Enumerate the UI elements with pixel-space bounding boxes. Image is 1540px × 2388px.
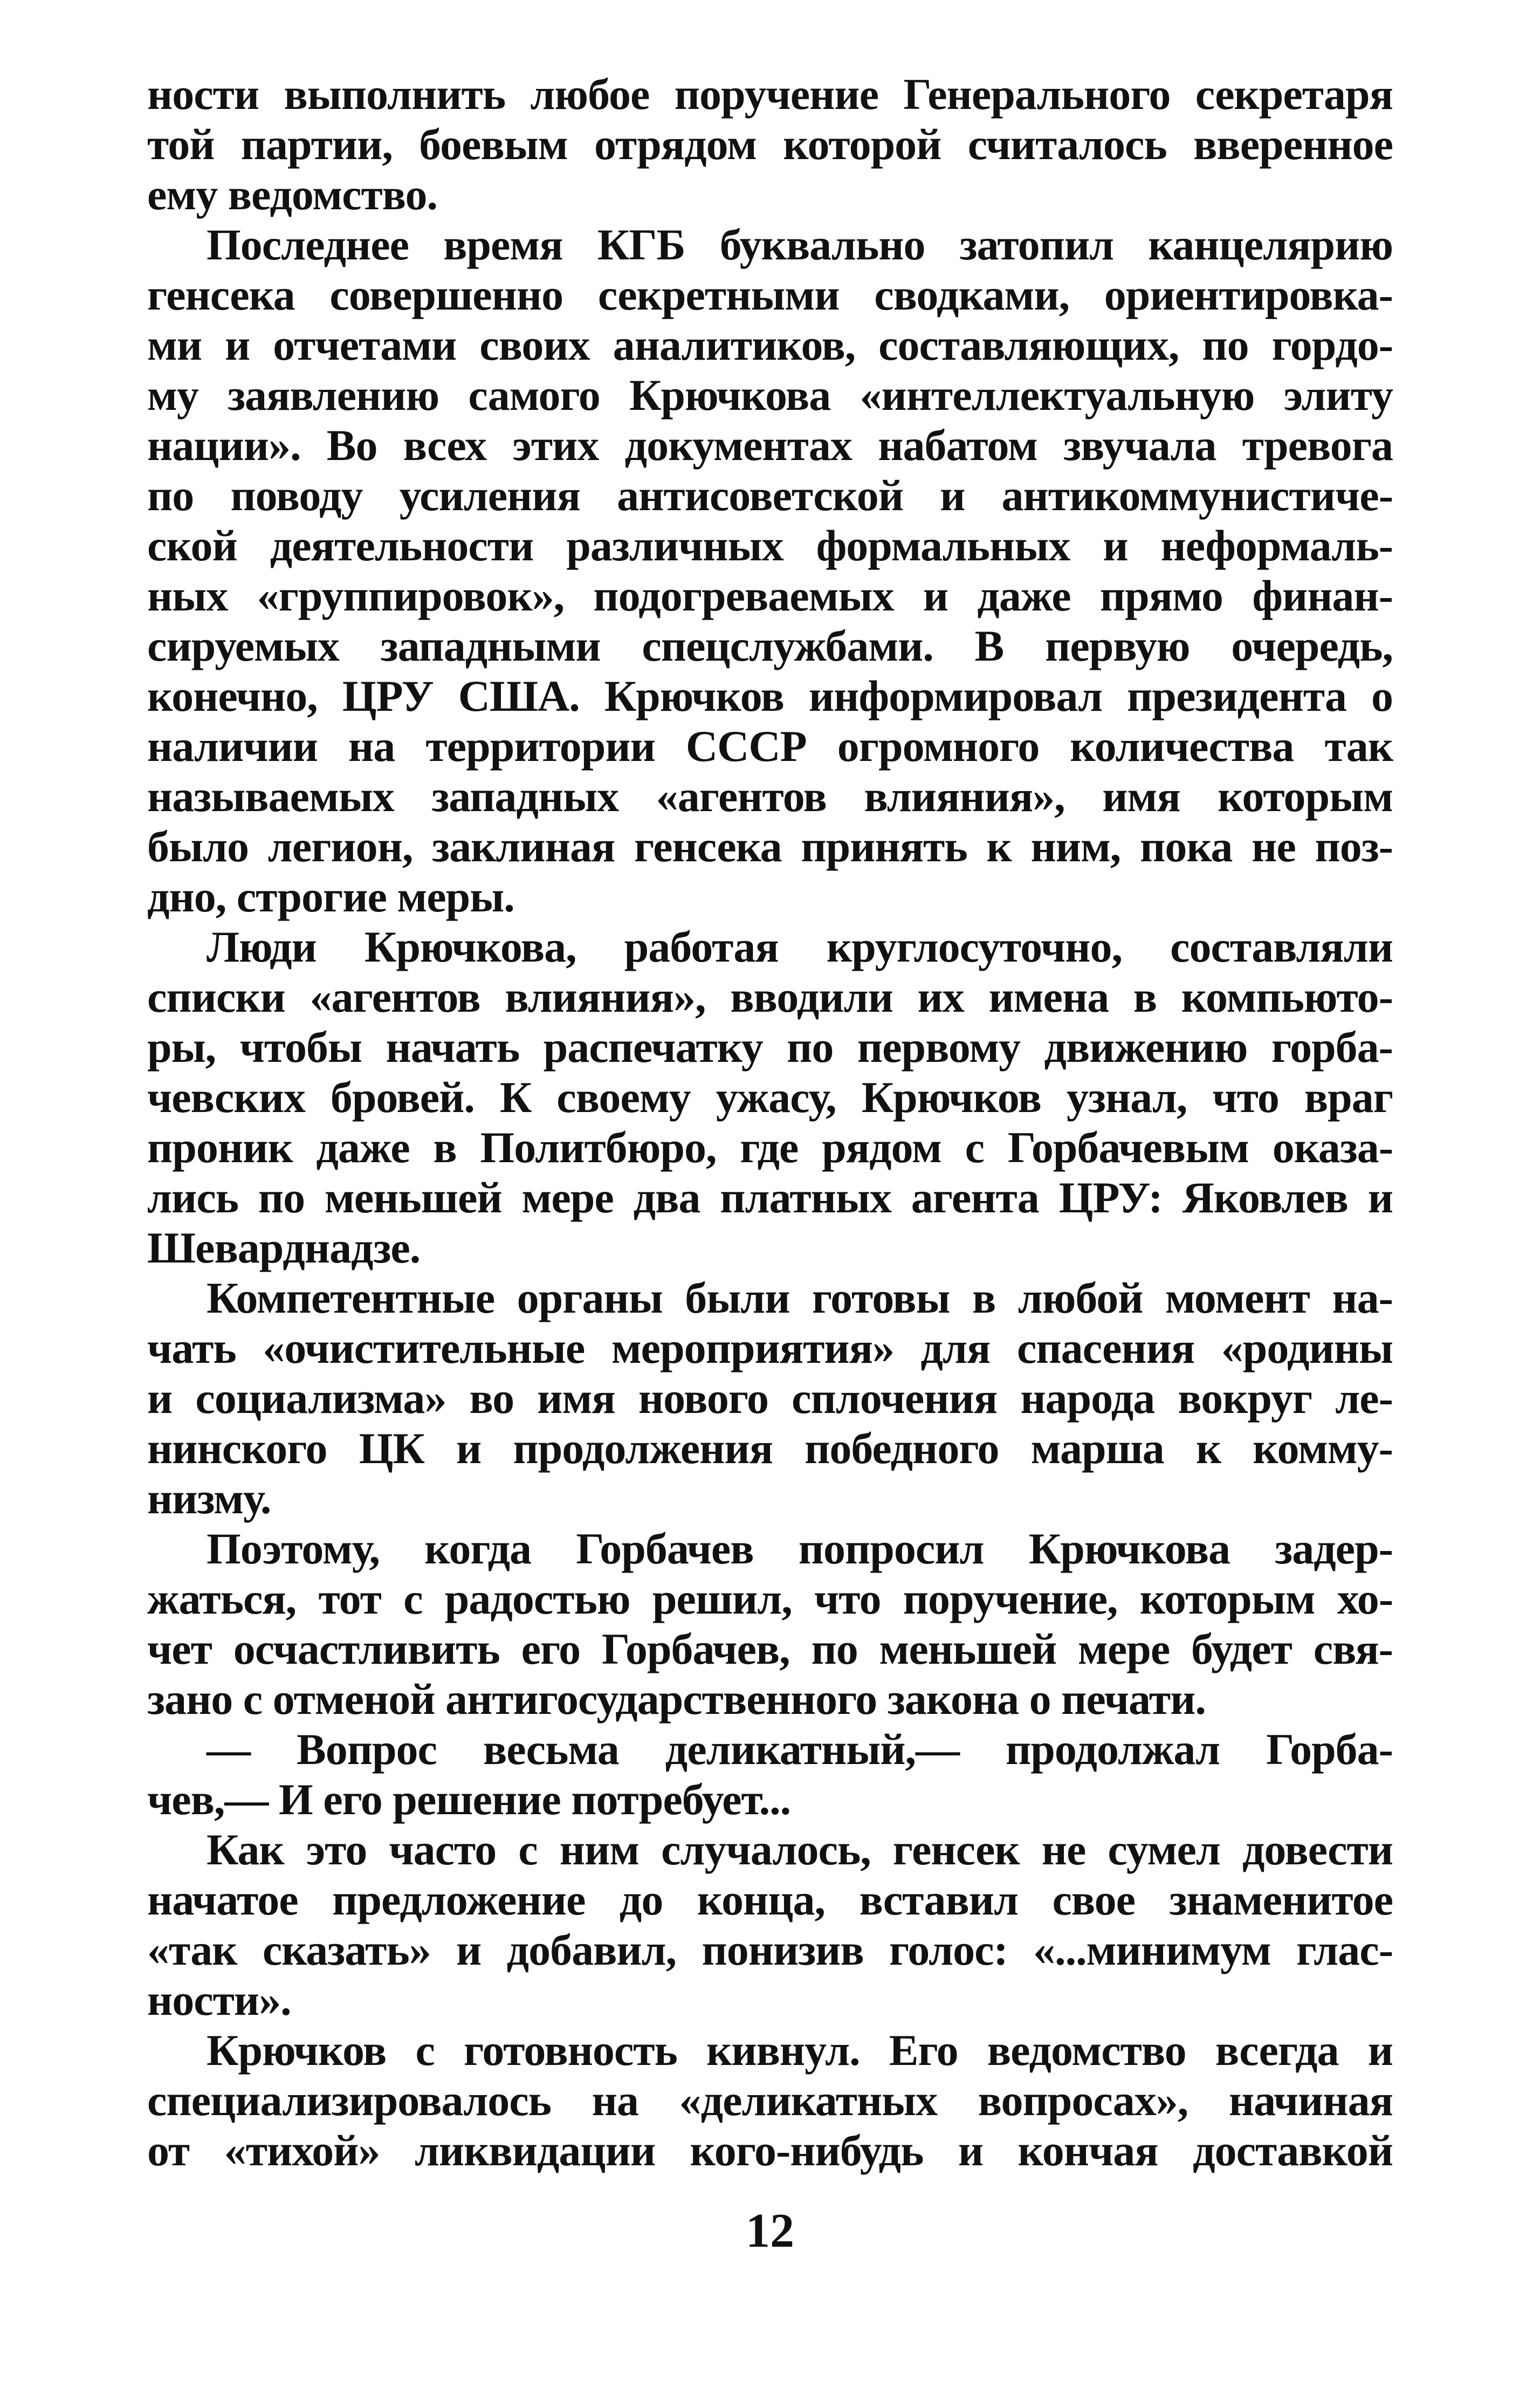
text-line: от «тихой» ликвидации кого-нибудь и кончая доставкой	[147, 2126, 1393, 2175]
text-line: жаться, тот с радостью решил, что поручение, которым хо-	[147, 1574, 1393, 1623]
text-line: проник даже в Политбюро, где рядом с Горбачевым оказа-	[147, 1123, 1393, 1172]
text-line: наличии на территории СССР огромного количества так	[147, 722, 1393, 771]
text-line: нации». Во всех этих документах набатом звучала тревога	[147, 421, 1393, 470]
paragraph	[147, 2025, 1393, 2176]
text-line: чевских бровей. К своему ужасу, Крючков узнал, что враг	[147, 1073, 1393, 1122]
text-line: Люди Крючкова, работая круглосуточно, составляли	[207, 922, 1393, 971]
text-line: Компетентные органы были готовы в любой момент на-	[207, 1273, 1393, 1322]
text-line: Шеварднадзе.	[147, 1223, 421, 1272]
text-line: ской деятельности различных формальных и неформаль-	[147, 521, 1393, 570]
text-line: специализировалось на «деликатных вопросах», начиная	[147, 2076, 1393, 2125]
text-line: низму.	[147, 1474, 271, 1523]
text-line: му заявлению самого Крючкова «интеллектуальную элиту	[147, 370, 1393, 420]
paragraph	[147, 1724, 1393, 1824]
paragraph	[147, 1824, 1393, 2025]
text-line: ми и отчетами своих аналитиков, составляющих, по гордо-	[147, 320, 1393, 369]
text-line: и социализма» во имя нового сплочения народа вокруг ле-	[147, 1374, 1393, 1423]
text-line: ему ведомство.	[147, 170, 438, 219]
text-line: чать «очистительные мероприятия» для спасения «родины	[147, 1323, 1393, 1373]
paragraph	[147, 69, 1393, 219]
text-line: ности».	[147, 1975, 291, 2025]
text-line: той партии, боевым отрядом которой считалось вверенное	[147, 120, 1393, 169]
paragraph	[147, 1273, 1393, 1524]
paragraph	[147, 219, 1393, 922]
text-line: по поводу усиления антисоветской и антикоммунистиче-	[147, 471, 1393, 520]
text-line: зано с отменой антигосударственного закона о печати.	[147, 1675, 1206, 1724]
text-line: начатое предложение до конца, вставил свое знаменитое	[147, 1875, 1393, 1924]
text-line: конечно, ЦРУ США. Крючков информировал президента о	[147, 671, 1393, 720]
text-line: списки «агентов влияния», вводили их имена в компьюто-	[147, 972, 1393, 1021]
text-line: ных «группировок», подогреваемых и даже прямо финан-	[147, 571, 1393, 620]
text-line: чев,— И его решение потребует...	[147, 1775, 791, 1824]
paragraph	[147, 922, 1393, 1273]
text-line: — Вопрос весьма деликатный,— продолжал Горба-	[207, 1725, 1393, 1774]
text-line: ры, чтобы начать распечатку по первому движению горба-	[147, 1023, 1393, 1072]
text-line: было легион, заклиная генсека принять к ним, пока не поз-	[147, 822, 1393, 871]
text-line: сируемых западными спецслужбами. В первую очередь,	[147, 621, 1393, 670]
text-line: «так сказать» и добавил, понизив голос: «...минимум глас-	[147, 1925, 1393, 1974]
page-body-text	[147, 69, 1393, 2176]
page-number: 12	[746, 2204, 794, 2257]
text-line: называемых западных «агентов влияния», имя которым	[147, 772, 1393, 821]
text-line: генсека совершенно секретными сводками, ориентировка-	[147, 270, 1393, 319]
text-line: нинского ЦК и продолжения победного марша к комму-	[147, 1424, 1393, 1473]
text-line: Крючков с готовность кивнул. Его ведомство всегда и	[207, 2026, 1393, 2075]
text-line: чет осчастливить его Горбачев, по меньшей мере будет свя-	[147, 1624, 1393, 1673]
text-line: дно, строгие меры.	[147, 872, 514, 921]
text-line: ности выполнить любое поручение Генерального секретаря	[147, 70, 1393, 119]
text-line: Как это часто с ним случалось, генсек не сумел довести	[207, 1825, 1393, 1874]
text-line: лись по меньшей мере два платных агента ЦРУ: Яковлев и	[147, 1173, 1393, 1222]
text-line: Последнее время КГБ буквально затопил канцелярию	[207, 220, 1393, 269]
text-line: Поэтому, когда Горбачев попросил Крючкова задер-	[207, 1524, 1393, 1573]
paragraph	[147, 1524, 1393, 1724]
